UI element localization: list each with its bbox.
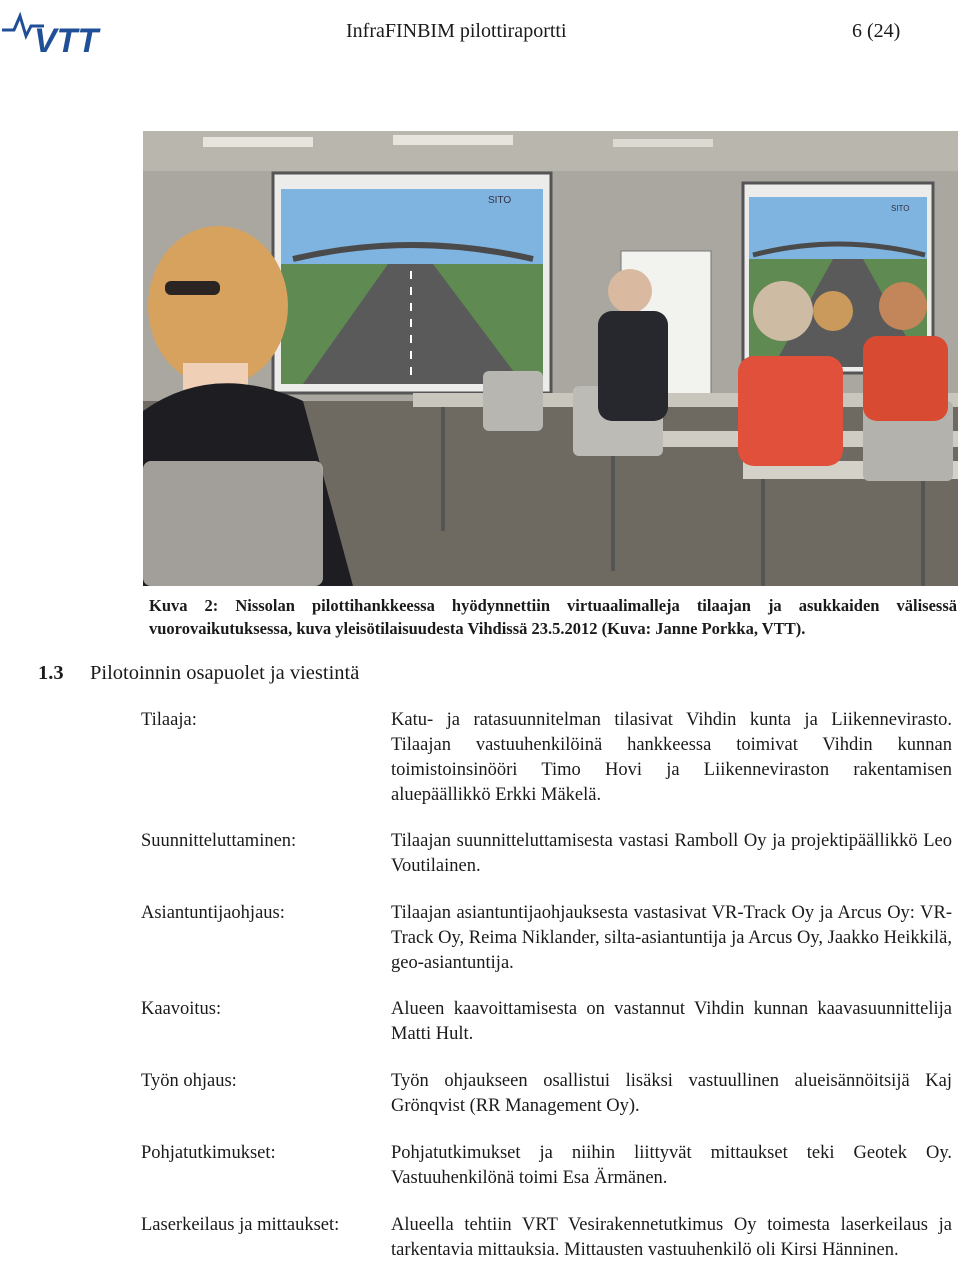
section-heading <box>38 662 359 685</box>
figure-caption: Kuva 2: Nissolan pilottihankkeessa hyödynnettiin virtuaalimalleja tilaajan ja asukkaiden välisessä vuorovaikutuksessa, kuva yleisötilaisuudesta Vihdissä 23.5.2012 (Kuva: Janne Porkka, VTT). <box>149 596 957 638</box>
role-term: Pohjatutkimukset: <box>141 1143 276 1163</box>
projection-screen-left <box>273 173 551 393</box>
page-number: 6 (24) <box>852 20 901 42</box>
role-description: Alueella tehtiin VRT Vesirakennetutkimus Oy toimesta laserkeilaus ja tarkentavia mittauksia. Mittausten vastuuhenkilö oli Kirsi Hänninen. <box>391 1215 952 1260</box>
role-term: Työn ohjaus: <box>141 1071 237 1091</box>
section-title: Pilotoinnin osapuolet ja viestintä <box>90 662 360 684</box>
role-term: Kaavoitus: <box>141 999 222 1019</box>
svg-text:SITO: SITO <box>488 195 512 206</box>
vtt-logo <box>0 2 145 57</box>
logo-text: VTT <box>34 22 99 57</box>
report-title: InfraFINBIM pilottiraportti <box>346 20 567 42</box>
role-term: Suunnitteluttaminen: <box>141 831 297 851</box>
role-description: Katu- ja ratasuunnitelman tilasivat Vihdin kunta ja Liikennevirasto. Tilaajan vastuuhenkilöinä hankkeessa toimivat Vihdin kunnan toimistoinsinööri Timo Hovi ja Liikenneviraston rakentamisen aluepäällikkö Erkki Mäkelä. <box>391 710 952 805</box>
role-description: Tilaajan suunnitteluttamisesta vastasi Ramboll Oy ja projektipäällikkö Leo Voutilainen. <box>391 831 952 876</box>
role-description: Alueen kaavoittamisesta on vastannut Vihdin kunnan kaavasuunnittelija Matti Hult. <box>391 999 952 1044</box>
role-description: Pohjatutkimukset ja niihin liittyvät mittaukset teki Geotek Oy. Vastuuhenkilönä toimi Esa Ärmänen. <box>391 1143 952 1188</box>
role-term: Asiantuntijaohjaus: <box>141 903 285 923</box>
svg-text:SITO: SITO <box>891 204 910 213</box>
role-term: Laserkeilaus ja mittaukset: <box>141 1215 340 1235</box>
section-number: 1.3 <box>38 662 64 684</box>
role-term: Tilaaja: <box>141 710 197 730</box>
role-description: Tilaajan asiantuntijaohjauksesta vastasivat VR-Track Oy ja Arcus Oy: VR-Track Oy, Reima Niklander, silta-asiantuntija ja Arcus Oy, Jaakko Heikkilä, geo-asiantuntija. <box>391 903 952 973</box>
role-description: Työn ohjaukseen osallistui lisäksi vastuullinen alueisännöitsijä Kaj Grönqvist (RR Management Oy). <box>391 1071 952 1116</box>
event-photo <box>143 131 958 586</box>
